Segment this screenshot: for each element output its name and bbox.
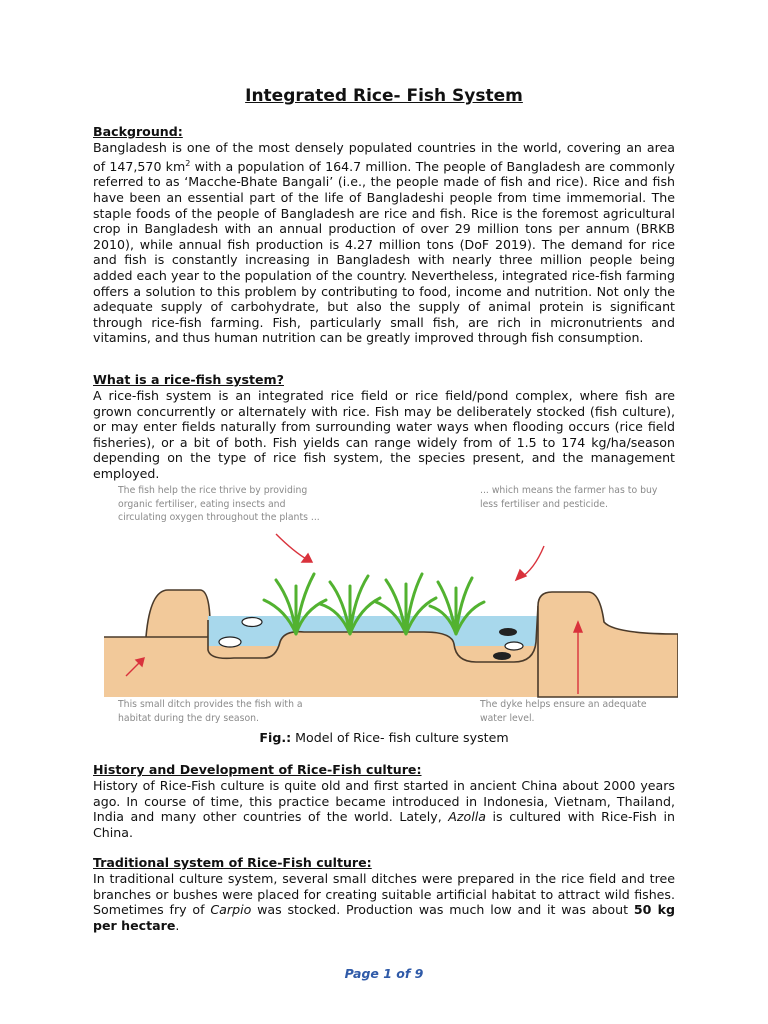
km-superscript: 2 [185,158,191,168]
what-is-section [93,372,675,482]
annotation-top-right: ... which means the farmer has to buy less fertiliser and pesticide. [480,485,658,510]
rice-fish-figure [104,482,678,728]
traditional-text-3: . [175,917,180,933]
left-dyke [104,590,210,637]
what-is-heading: What is a rice-fish system? [93,372,284,387]
history-italic-azolla: Azolla [448,809,486,825]
caption-label: Fig.: [259,730,292,745]
history-text-2: is cultured with Rice-Fish in China. [93,809,675,840]
background-text-1: Bangladesh is one of the most densely populated countries in the world, covering an area of 147,570 km [93,140,675,174]
what-is-paragraph: A rice-fish system is an integrated rice field or rice field/pond complex, where fish are grown concurrently or alternately with rice. Fish may be deliberately stocked (fish culture), or may enter fields naturally from surrounding water ways when flooding occurs (rice field fisheries), or a bit of both. Fish yields can range widely from of 1.5 to 174 kg/ha/season depending on the type of rice fish system, the species present, and the management employed. [93,388,675,481]
fish-3 [499,628,517,636]
fish-4 [505,642,523,650]
history-text-1: History of Rice-Fish culture is quite old and first started in ancient China about 2000 years ago. In course of time, this practice became introduced in Indonesia, Vietnam, Thailand, India and many other countries of the world. Lately, [93,778,675,825]
background-section [93,124,675,346]
traditional-paragraph [93,871,675,933]
annotation-bottom-left: This small ditch provides the fish with a habitat during the dry season. [118,699,303,724]
history-heading: History and Development of Rice-Fish culture: [93,762,422,777]
right-dyke [538,592,678,697]
fish-1 [242,618,262,627]
history-paragraph [93,778,675,840]
background-paragraph [93,140,675,346]
traditional-bold-yield: 50 kg per hectare [93,902,675,933]
background-heading: Background: [93,124,183,139]
traditional-section [93,855,675,933]
caption-text: Model of Rice- fish culture system [291,730,509,745]
background-text-2: with a population of 164.7 million. The people of Bangladesh are commonly referred to as ‘Macche-Bhate Bangali’ (i.e., the people made of fish and rice). Rice and fish have been an essential part of the life of Bangladeshi people from time immemorial. The staple foods of the people of Bangladesh are rice and fish. Rice is the foremost agricultural crop in Bangladesh with an annual production of over 29 million tons per annum (BRKB 2010), while annual fish production is 4.27 million tons (DoF 2019). The demand for rice and fish is constantly increasing in Bangladesh with nearly three million people being added each year to the population of the country. Nevertheless, integrated rice-fish farming offers a solution to this problem by contributing to food, income and nutrition. Not only the adequate supply of carbohydrate, but also the supply of animal protein is significant through rice-fish farming. Fish, particularly small fish, are rich in micronutrients and vitamins, and thus human nutrition can be greatly improved through fish consumption. [93,158,675,346]
traditional-text-1: In traditional culture system, several small ditches were prepared in the rice field and tree branches or bushes were placed for creating suitable artificial habitat to attract wild fishes. Sometimes fry of [93,871,675,918]
fish-5 [493,652,511,660]
traditional-italic-carpio: Carpio [210,902,252,918]
fish-2 [219,637,241,647]
page-title: Integrated Rice- Fish System [245,86,523,106]
page-number-footer: Page 1 of 9 [344,966,424,981]
annotation-top-left: The fish help the rice thrive by providing organic fertiliser, eating insects and circulating oxygen throughout the plants ... [118,485,320,523]
traditional-heading: Traditional system of Rice-Fish culture: [93,855,372,870]
annotation-bottom-right: The dyke helps ensure an adequate water level. [480,699,647,724]
figure-caption [0,730,768,745]
history-section [93,762,675,840]
traditional-text-2: was stocked. Production was much low and it was about [251,902,634,918]
